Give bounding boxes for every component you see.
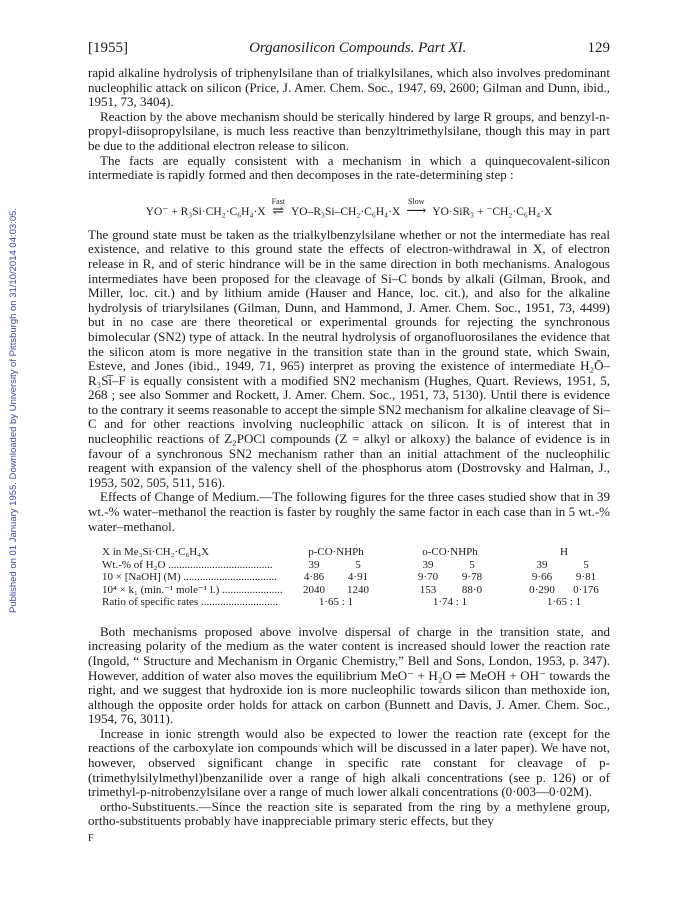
paragraph: Effects of Change of Medium.—The following figures for the three cases studied show that in 39 wt.-% water–methanol the reaction is faster by roughly the same factor in each case than in 5 wt.-% water–methanol. [88, 489, 610, 534]
rate-table [88, 546, 608, 609]
table-cell: 9·81 [575, 571, 597, 584]
equilibrium-arrow-icon: ⇌ [272, 203, 285, 219]
table-row-ratio [88, 596, 608, 609]
equilibrium-arrow [272, 197, 285, 218]
reaction-equation [88, 197, 610, 218]
header-year: [1955] [88, 40, 128, 56]
table-row [88, 571, 608, 584]
table-cell: 1·65 : 1 [318, 596, 354, 609]
paragraph: Increase in ionic strength would also be expected to lower the reaction rate (except for the reactions of the carboxylate ion compounds which will be discussed in a later paper). We have not, however, observed significant change in specific rate constant for cleavage of p-(trimethylsilylmethyl)benzanilide over a range of high alkali concentrations (see p. 126) or of trimethyl-p-nitrobenzylsilane over a range of much lower alkali concentrations (0·003—0·02M). [88, 725, 610, 800]
table-cell: 5 [469, 558, 475, 571]
table-row [88, 584, 608, 597]
paragraph: The facts are equally consistent with a mechanism in which a quinquecovalent-silicon intermediate is rapidly formed and then decomposes in the rate-determining step : [88, 152, 610, 183]
table-cell: 153 [419, 583, 437, 596]
table-header-col3: H [560, 546, 568, 559]
running-header [88, 40, 610, 57]
row-label: Ratio of specific rates ............................ [102, 596, 278, 609]
table-cell: 9·66 [531, 571, 553, 584]
table-header-row [88, 546, 608, 559]
paragraph: Both mechanisms proposed above involve dispersal of charge in the transition state, and increasing polarity of the medium as the water content is increased should lower the reaction rate (Ingold, “ Structure and Mechanism in Organic Chemistry,” Bell and Sons, London, 1953, p. 347). However, addition of water also moves the equilibrium MeO⁻ + H₂O ⇌ MeOH + OH⁻ towards the right, and we suggest that hydroxide ion is more nucleophilic towards silicon than methoxide ion, although the opposite order holds for attack on carbon (Bunnett and Davis, J. Amer. Chem. Soc., 1954, 76, 3011). [88, 623, 610, 727]
header-title: Organosilicon Compounds. Part XI. [249, 40, 467, 56]
table-cell: 1·65 : 1 [546, 596, 582, 609]
table-cell: 39 [422, 558, 434, 571]
table-header-col1: p-CO·NHPh [308, 546, 364, 559]
table-cell: 1240 [347, 583, 369, 596]
download-notice [6, 60, 22, 760]
paragraph: rapid alkaline hydrolysis of triphenylsilane than of trialkylsilanes, which also involves predominant nucleophilic attack on silicon (Price, J. Amer. Chem. Soc., 1947, 69, 2600; Gilman and Dunn, ibid., 1951, 73, 3404). [88, 65, 610, 110]
table-row [88, 559, 608, 572]
row-label: Wt.-% of H₂O ...................................... [102, 558, 273, 571]
table-cell: 2040 [303, 583, 325, 596]
table-cell: 39 [536, 558, 548, 571]
table-cell: 5 [583, 558, 589, 571]
signature-mark: F [88, 833, 94, 845]
table-cell: 4·86 [303, 571, 325, 584]
paragraph: The ground state must be taken as the trialkylbenzylsilane whether or not the intermediate has real existence, and relative to this ground state the effects of electron-withdrawal in X, of electron release in R, and of steric hindrance will be in the same direction in both mechanisms. Analogous intermediates have been proposed for the cleavage of Si–C bonds by alkali (Gilman, Brook, and Miller, loc. cit.) and by lithium amide (Hauser and Hance, loc. cit.), and also for the alkaline hydrolysis of triarylsilanes (Gilman, Dunn, and Hammond, J. Amer. Chem. Soc., 1951, 73, 4499) but in no case are there theoretical or experimental grounds for rejecting the synchronous bimolecular (SN2) type of attack. In the neutral hydrolysis of organofluorosilanes the evidence that the silicon atom is more negative in the transition state than in the ground state, which Swain, Esteve, and Jones (ibid., 1949, 71, 965) interpret as proving the existence of intermediate H₂Ō–R₃Si̅–F is equally consistent with a modified SN2 mechanism (Hughes, Quart. Reviews, 1951, 5, 268 ; see also Sommer and Rockett, J. Amer. Chem. Soc., 1951, 73, 5130). Until there is evidence to the contrary it seems reasonable to accept the simple SN2 mechanism for alkaline cleavage of Si–C and for other reactions involving nucleophilic attack on silicon. It is of interest that in nucleophilic reactions of Z₂POCl compounds (Z = alkyl or alkoxy) the balance of evidence is in favour of a synchronous SN2 mechanism rather than an initial attachment of the nucleophilic reagent with expansion of the valency shell of the phosphorus atom (Dostrovsky and Halman, J., 1953, 502, 505, 511, 516). [88, 226, 610, 490]
equation-reactants: YO⁻ + R₃Si·CH₂·C₆H₄·X [145, 205, 266, 218]
table-cell: 9·70 [417, 571, 439, 584]
paragraph: ortho-Substituents.—Since the reaction site is separated from the ring by a methylene group, ortho-substituents probably have inappreciable primary steric effects, but they [88, 798, 610, 829]
row-label: 10⁴ × k₁ (min.⁻¹ mole⁻¹ l.) ...................... [102, 583, 283, 596]
fast-label: Fast [271, 196, 285, 206]
table-header-col2: o-CO·NHPh [422, 546, 478, 559]
header-page-number: 129 [587, 40, 610, 56]
table-cell: 4·91 [347, 571, 369, 584]
row-label: 10 × [NaOH] (M) .................................. [102, 571, 277, 584]
equation-intermediate: YO–R₃Si–CH₂·C₆H₄·X [290, 205, 401, 218]
journal-page [88, 40, 610, 844]
table-cell: 0·290 [529, 583, 555, 596]
download-notice-text: Published on 01 January 1955. Downloaded by University of Pittsburgh on 31/10/2014 04:03:05. [8, 207, 20, 613]
equation-products: YO·SiR₃ + ⁻CH₂·C₆H₄·X [432, 205, 553, 218]
slow-label: Slow [408, 196, 425, 206]
paragraph: Reaction by the above mechanism should be sterically hindered by large R groups, and benzyl-n-propyl-diisopropylsilane, is much less reactive than benzyltrimethylsilane, though this may in part be due to the additional electron release to silicon. [88, 108, 610, 153]
table-cell: 0·176 [573, 583, 599, 596]
forward-arrow [406, 197, 426, 218]
table-cell: 88·0 [461, 583, 483, 596]
table-cell: 39 [308, 558, 320, 571]
table-cell: 1·74 : 1 [432, 596, 468, 609]
right-arrow-icon: ⟶ [406, 203, 427, 219]
table-cell: 5 [355, 558, 361, 571]
table-cell: 9·78 [461, 571, 483, 584]
table-header-label: X in Me₃Si·CH₂·C₆H₄X [102, 546, 210, 559]
